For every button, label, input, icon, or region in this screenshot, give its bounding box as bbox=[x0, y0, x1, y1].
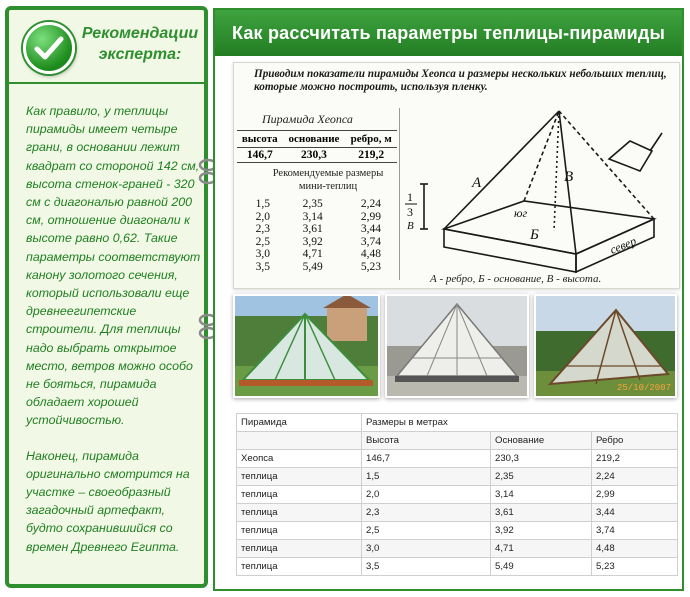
table-subheader: Ребро bbox=[592, 432, 678, 450]
greenhouse-photo-1 bbox=[233, 294, 380, 398]
table-cell: 2,24 bbox=[592, 468, 678, 486]
table-cell: 3,92 bbox=[491, 522, 592, 540]
expert-paragraph-1: Как правило, у теплицы пирамиды имеет четыре грани, в основании лежит квадрат со стороной 142 см, высота стенок-граней - 320 см с диагональю равной 200 см, отношение диагонали к высоте равно 0,62. Такие параметры соответствуют канону золотого сечения, который использовали еще древнеегипетские строители. Для теплицы надо выбрать открытое место, ветров можно особо не бояться, пирамида обладает хорошей устойчивостью. bbox=[26, 104, 201, 428]
table-subheader: Высота bbox=[362, 432, 491, 450]
table-cell: 5,49 bbox=[491, 558, 592, 576]
mini-cell: 2,0 bbox=[255, 210, 270, 223]
cheops-header: основание bbox=[283, 131, 346, 148]
cheops-header: ребро, м bbox=[345, 131, 397, 148]
table-cell: 2,99 bbox=[592, 486, 678, 504]
cheops-value: 230,3 bbox=[283, 148, 346, 163]
mini-cell: 3,92 bbox=[302, 235, 323, 248]
dimensions-table bbox=[236, 413, 678, 576]
checkmark-icon bbox=[23, 22, 75, 74]
table-cell: 146,7 bbox=[362, 450, 491, 468]
content-panel bbox=[213, 8, 684, 591]
table-row bbox=[242, 211, 400, 224]
cheops-title: Пирамида Хеопса bbox=[262, 112, 353, 126]
table-cell: 219,2 bbox=[592, 450, 678, 468]
table-cell: 3,44 bbox=[592, 504, 678, 522]
table-row bbox=[242, 261, 400, 274]
mini-greenhouse-title: Рекомендуемые размеры мини-теплиц bbox=[272, 168, 384, 192]
table-row bbox=[237, 540, 678, 558]
table-header-row bbox=[237, 414, 678, 432]
diagram-fraction-var: В bbox=[407, 220, 414, 232]
diagram-label-a: А bbox=[472, 175, 482, 191]
table-cell: 3,61 bbox=[491, 504, 592, 522]
cheops-value: 146,7 bbox=[237, 148, 283, 163]
pyramid-diagram bbox=[404, 89, 674, 274]
cheops-table bbox=[237, 130, 397, 163]
greenhouse-photo-2 bbox=[385, 294, 529, 398]
diagram-caption: А - ребро, Б - основание, В - высота. bbox=[430, 273, 602, 285]
expert-paragraph-2: Наконец, пирамида оригинально смотрится на участке – своеобразный загадочный артефакт, будто сохранившийся со времен Древнего Египта. bbox=[26, 448, 190, 554]
cheops-value: 219,2 bbox=[345, 148, 397, 163]
table-row bbox=[242, 236, 400, 249]
table-cell: теплица bbox=[237, 468, 362, 486]
mini-greenhouse-table bbox=[242, 198, 400, 273]
table-cell: 5,23 bbox=[592, 558, 678, 576]
scan-divider bbox=[399, 108, 400, 280]
table-cell: 230,3 bbox=[491, 450, 592, 468]
table-cell: 3,14 bbox=[491, 486, 592, 504]
table-row bbox=[237, 558, 678, 576]
diagram-label-c: Б bbox=[530, 227, 539, 243]
diagram-label-b: В bbox=[564, 169, 574, 185]
table-cell: 4,48 bbox=[592, 540, 678, 558]
mini-cell: 2,3 bbox=[255, 223, 270, 235]
table-cell: 2,3 bbox=[362, 504, 491, 522]
scanned-excerpt bbox=[233, 62, 680, 289]
photo-date-stamp: 25/10/2007 bbox=[616, 383, 671, 393]
table-cell: 2,0 bbox=[362, 486, 491, 504]
table-cell: 4,71 bbox=[491, 540, 592, 558]
table-row bbox=[237, 486, 678, 504]
table-cell: 3,5 bbox=[362, 558, 491, 576]
expert-title: Рекомендации эксперта: bbox=[81, 25, 199, 63]
table-cell: 1,5 bbox=[362, 468, 491, 486]
mini-cell: 4,71 bbox=[302, 248, 323, 260]
mini-cell: 5,49 bbox=[302, 260, 323, 273]
diagram-label-south: юг bbox=[514, 206, 528, 220]
table-row bbox=[237, 450, 678, 468]
mini-cell: 3,0 bbox=[255, 248, 270, 260]
table-cell: 2,5 bbox=[362, 522, 491, 540]
table-subheader: Основание bbox=[491, 432, 592, 450]
mini-cell: 2,99 bbox=[360, 210, 381, 223]
table-cell bbox=[237, 432, 362, 450]
mini-cell: 3,74 bbox=[360, 235, 381, 248]
mini-cell: 2,24 bbox=[360, 198, 381, 210]
mini-cell: 3,61 bbox=[302, 223, 323, 235]
table-cell: теплица bbox=[237, 522, 362, 540]
mini-cell: 1,5 bbox=[255, 198, 270, 210]
table-cell: 3,0 bbox=[362, 540, 491, 558]
diagram-label-north: север bbox=[607, 233, 639, 257]
mini-cell: 2,35 bbox=[302, 198, 323, 210]
table-row bbox=[237, 522, 678, 540]
page-title: Как рассчитать параметры теплицы-пирамиды bbox=[231, 23, 666, 43]
table-header-group: Размеры в метрах bbox=[362, 414, 678, 432]
expert-text bbox=[26, 102, 204, 573]
expert-panel bbox=[5, 6, 208, 588]
table-cell: Хеопса bbox=[237, 450, 362, 468]
mini-cell: 2,5 bbox=[255, 235, 270, 248]
expert-header bbox=[9, 10, 204, 84]
mini-cell: 3,14 bbox=[302, 210, 323, 223]
table-row bbox=[242, 198, 400, 211]
title-bar bbox=[215, 10, 682, 56]
mini-cell: 3,44 bbox=[360, 223, 381, 235]
mini-cell: 4,48 bbox=[360, 248, 381, 260]
table-cell: теплица bbox=[237, 486, 362, 504]
scan-intro-text: Приводим показатели пирамиды Хеопса и размеры нескольких небольших теплиц, которые можно построить, используя пленку. bbox=[254, 68, 667, 93]
table-row bbox=[237, 468, 678, 486]
table-subheader-row bbox=[237, 432, 678, 450]
mini-cell: 5,23 bbox=[360, 260, 381, 273]
table-cell: теплица bbox=[237, 504, 362, 522]
mini-cell: 3,5 bbox=[255, 260, 270, 273]
table-cell: 2,35 bbox=[491, 468, 592, 486]
diagram-fraction-top: 1 bbox=[407, 190, 413, 204]
cheops-header: высота bbox=[237, 131, 283, 148]
table-cell: теплица bbox=[237, 540, 362, 558]
table-row bbox=[237, 504, 678, 522]
diagram-fraction-bottom: 3 bbox=[407, 205, 413, 219]
table-row bbox=[242, 223, 400, 236]
table-header-name: Пирамида bbox=[237, 414, 362, 432]
greenhouse-photo-3 bbox=[534, 294, 677, 398]
table-cell: 3,74 bbox=[592, 522, 678, 540]
table-row bbox=[242, 248, 400, 261]
table-cell: теплица bbox=[237, 558, 362, 576]
